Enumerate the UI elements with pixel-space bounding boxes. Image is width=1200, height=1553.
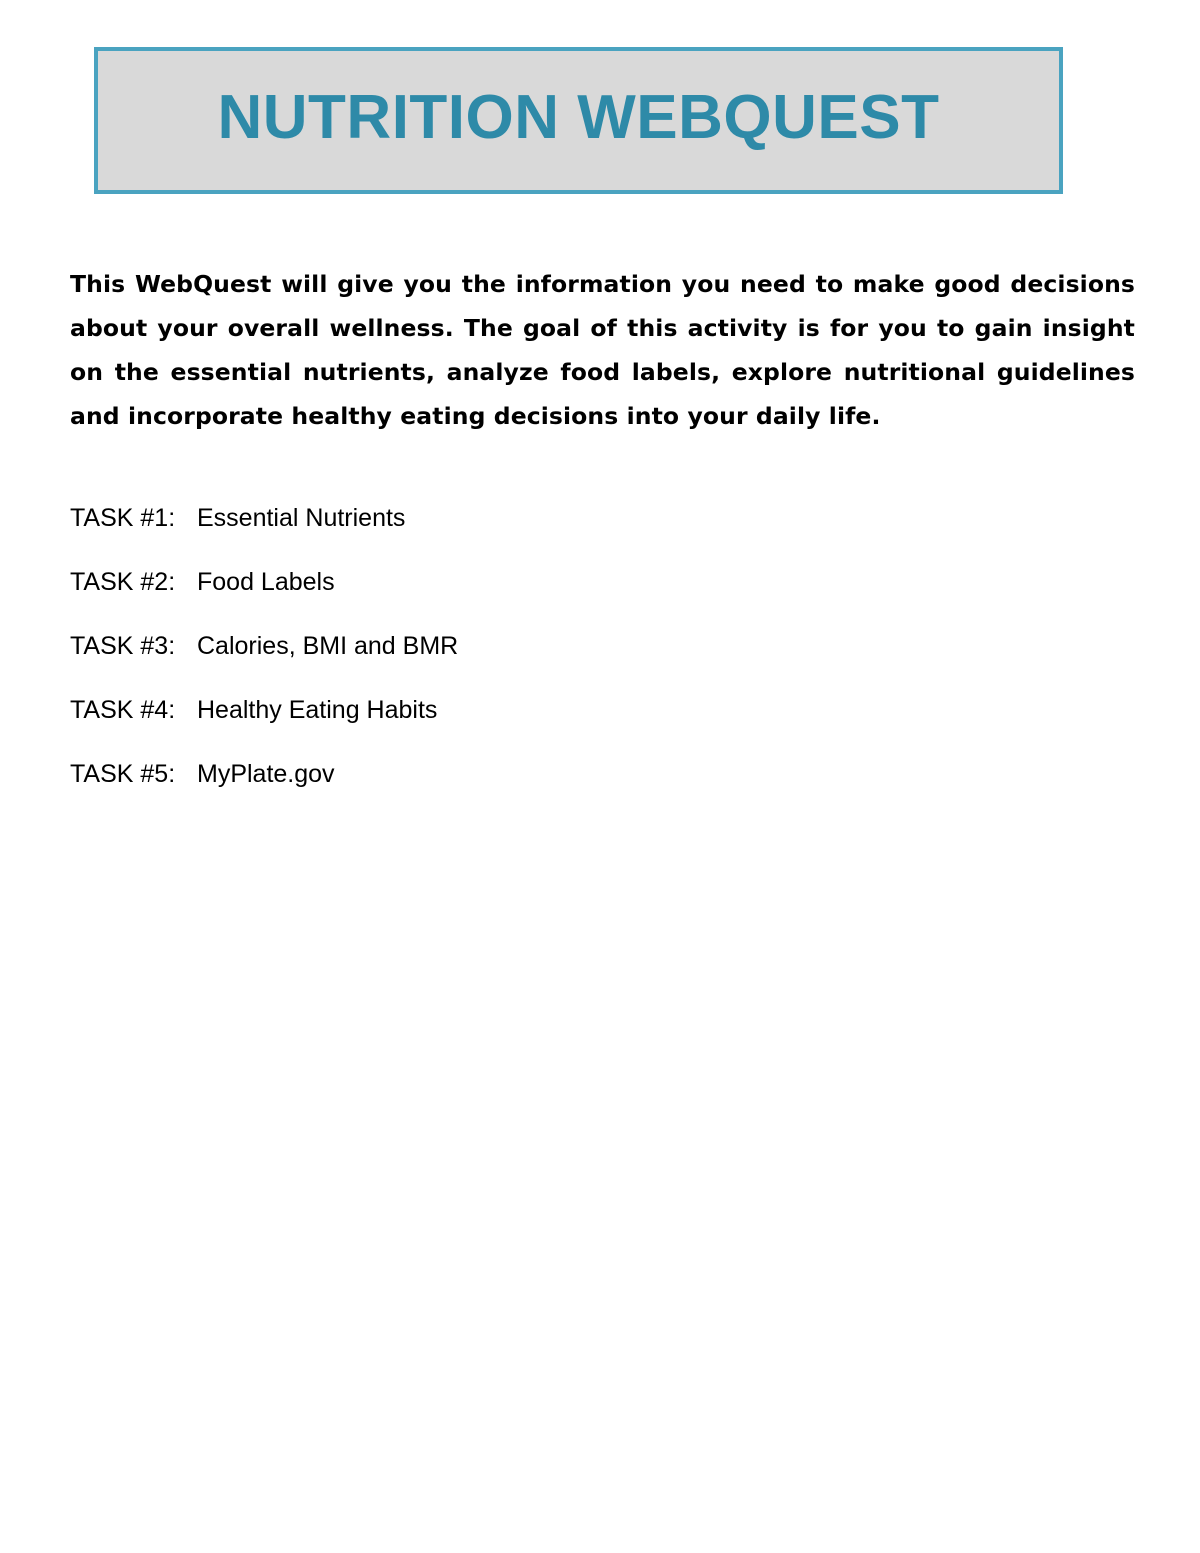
task-label: TASK #4: xyxy=(70,696,176,724)
task-item-1 xyxy=(70,498,458,562)
task-item-5 xyxy=(70,754,458,818)
task-name: MyPlate.gov xyxy=(197,760,335,788)
intro-paragraph: This WebQuest will give you the information you need to make good decisions about your overall wellness. The goal of this activity is for you to gain insight on the essential nutrients, analyze food labels, explore nutritional guidelines and incorporate healthy eating decisions into your daily life. xyxy=(70,269,1135,430)
task-name: Essential Nutrients xyxy=(197,504,406,532)
task-label: TASK #2: xyxy=(70,568,176,596)
page-title: NUTRITION WEBQUEST xyxy=(217,83,940,152)
task-list xyxy=(70,498,458,818)
task-label: TASK #1: xyxy=(70,504,176,532)
task-name: Healthy Eating Habits xyxy=(197,696,438,724)
task-label: TASK #5: xyxy=(70,760,176,788)
task-item-4 xyxy=(70,690,458,754)
title-banner xyxy=(94,47,1063,194)
task-name: Calories, BMI and BMR xyxy=(197,632,459,660)
task-item-3 xyxy=(70,626,458,690)
task-item-2 xyxy=(70,562,458,626)
task-label: TASK #3: xyxy=(70,632,176,660)
task-name: Food Labels xyxy=(197,568,335,596)
